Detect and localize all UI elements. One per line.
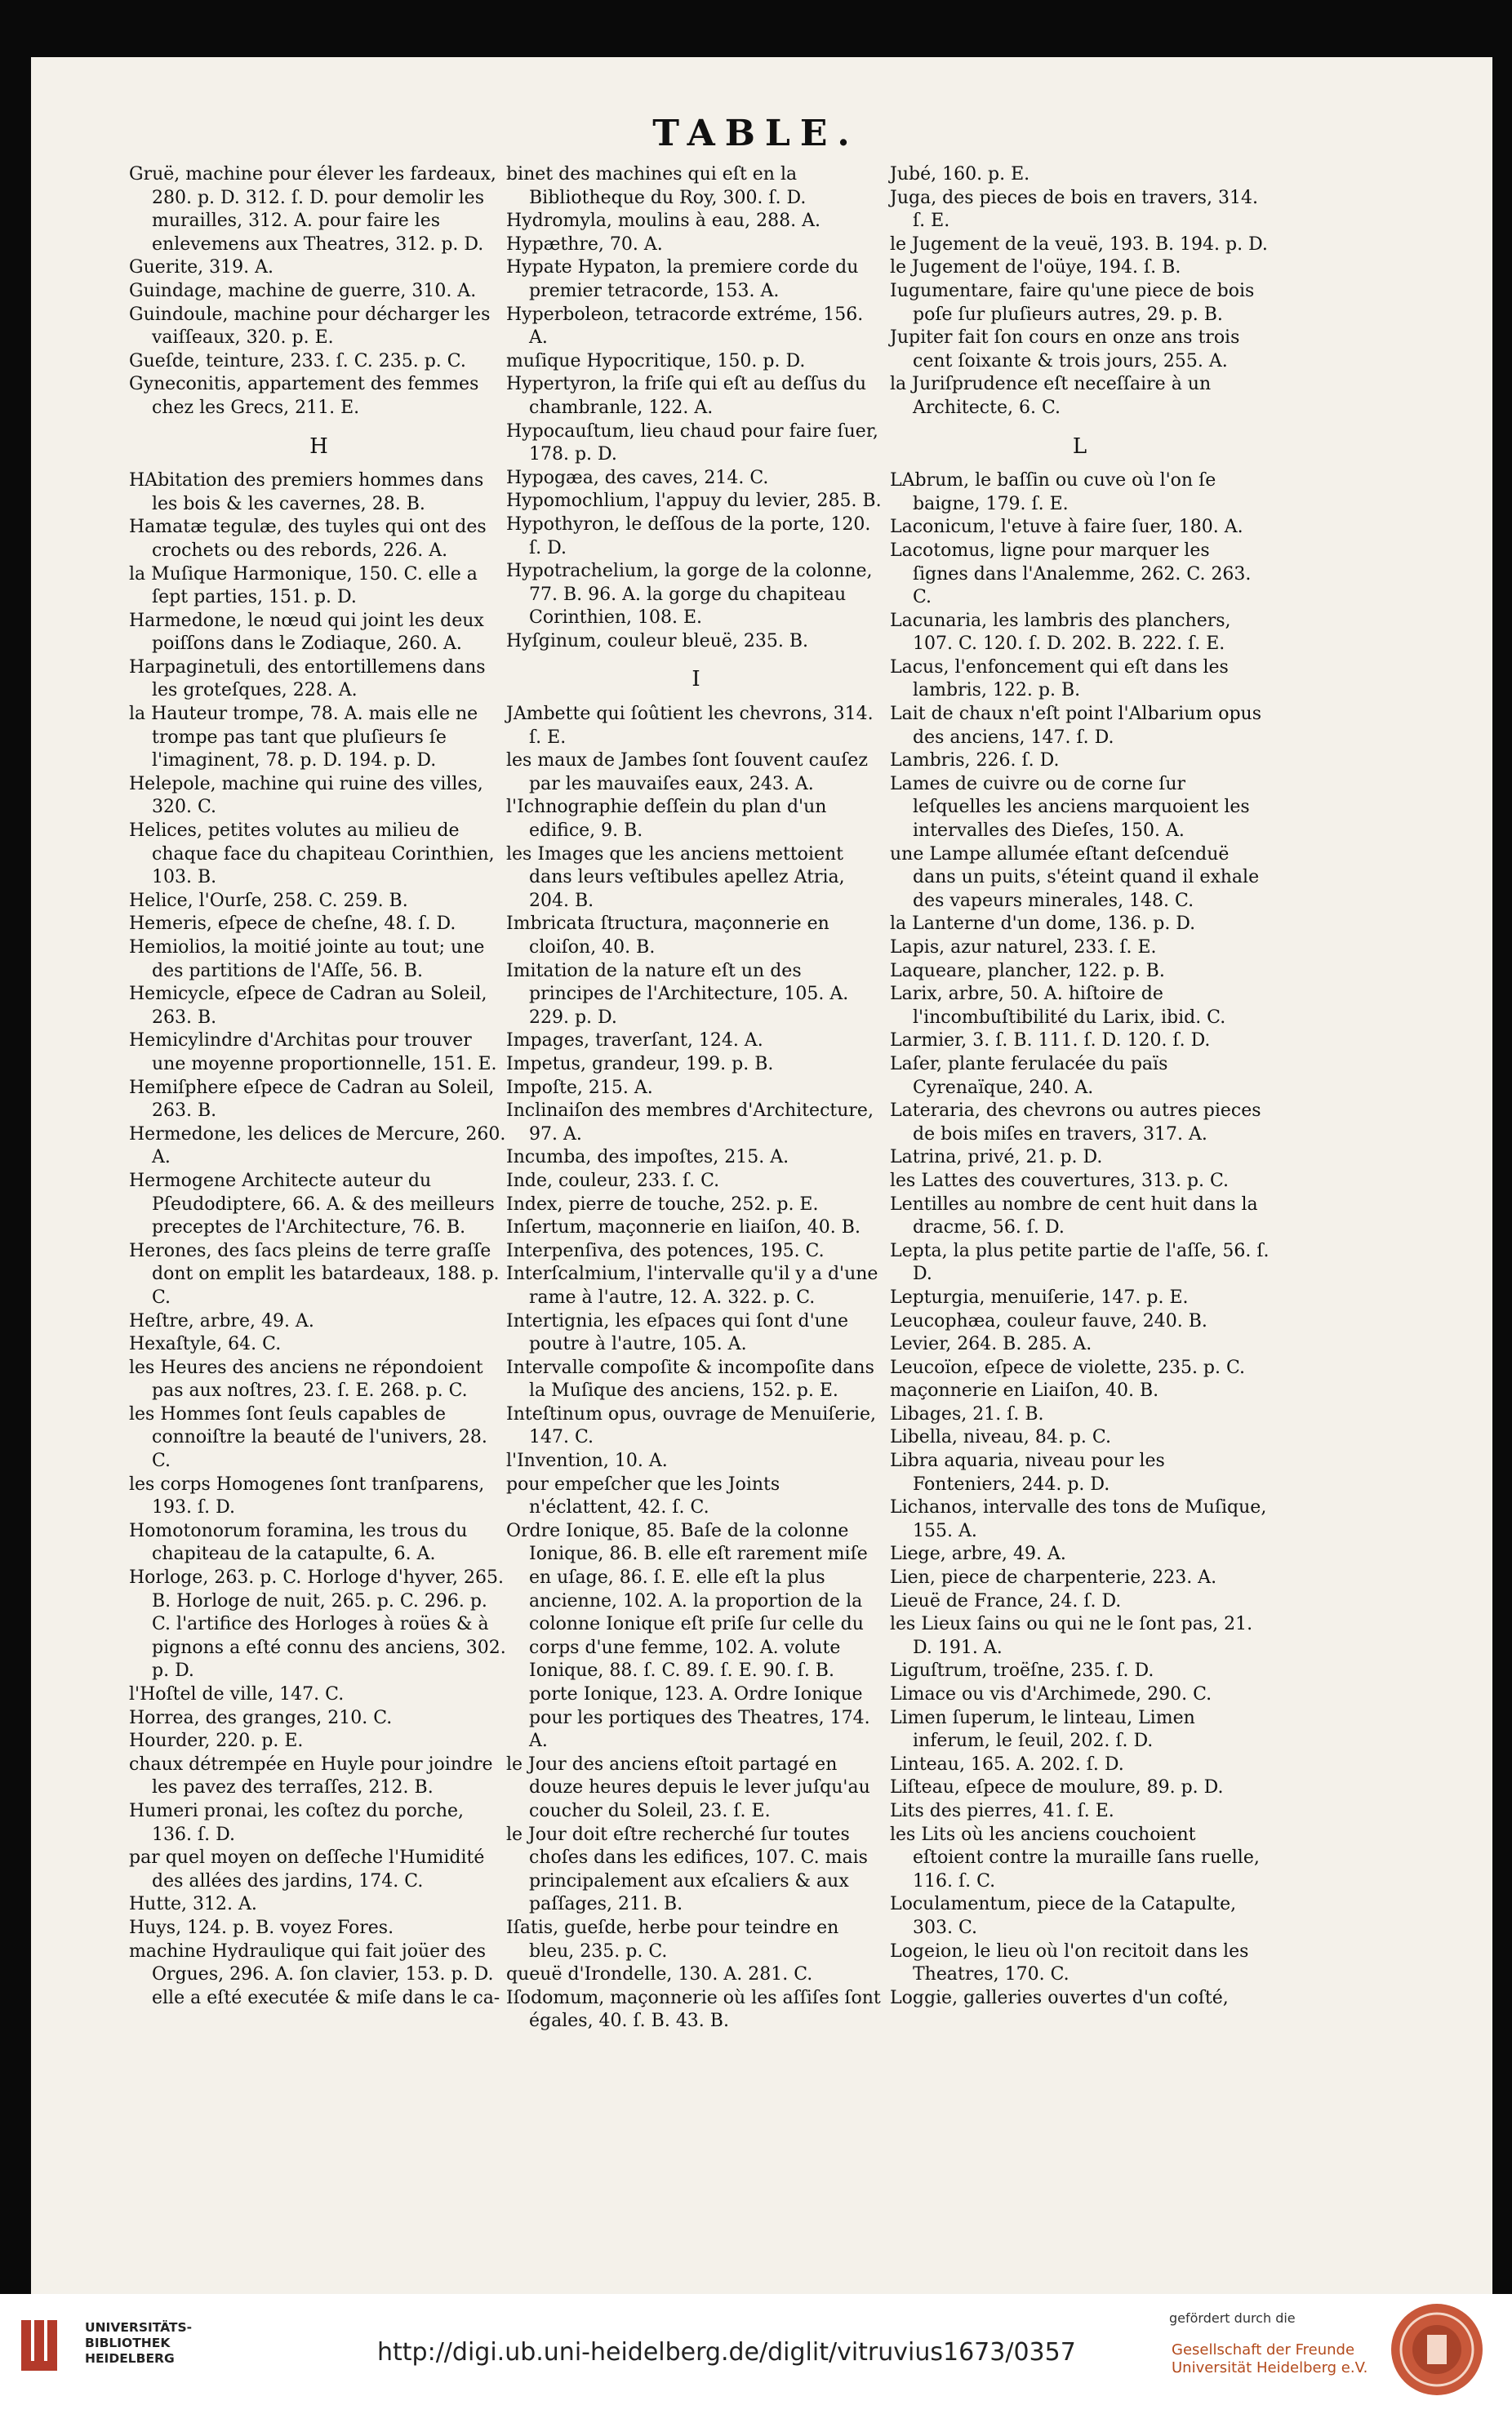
index-entry: les maux de Jambes ſont ſouvent cauſez par les mauvaiſes eaux, 243. A. [506,750,868,794]
index-entry: queuë d'Irondelle, 130. A. 281. C. [506,1964,813,1985]
index-entry: Levier, 264. B. 285. A. [890,1334,1092,1355]
index-entry: Hyſginum, couleur bleuë, 235. B. [506,630,808,651]
index-entry: Linteau, 165. A. 202. ſ. D. [890,1754,1124,1775]
index-entry: par quel moyen on deſſeche l'Humidité des allées des jardins, 174. C. [129,1847,485,1892]
index-entry: Lapis, azur naturel, 233. ſ. E. [890,937,1157,958]
index-entry: Inclinaiſon des membres d'Architecture, 97. A. [506,1100,874,1145]
index-entry: HAbitation des premiers hommes dans les bois & les cavernes, 28. B. [129,470,484,514]
index-entry: Hydromyla, moulins à eau, 288. A. [506,211,820,232]
index-entry: Loggie, galleries ouvertes d'un coſté, [890,1987,1229,2008]
index-entry: la Lanterne d'un dome, 136. p. D. [890,914,1196,935]
section-letter: L [1072,433,1087,459]
index-entry: Inde, couleur, 233. ſ. C. [506,1170,720,1191]
index-entry: Inteſtinum opus, ouvrage de Menuiſerie, 147. C. [506,1403,877,1448]
index-entry: Lentilles au nombre de cent huit dans la dracme, 56. ſ. D. [890,1194,1258,1238]
index-entry: Libages, 21. ſ. B. [890,1403,1044,1425]
index-entry: Hutte, 312. A. [129,1894,257,1915]
index-entry: Huys, 124. p. B. voyez Fores. [129,1917,394,1938]
index-entry: pour empeſcher que les Joints n'éclattent, 42. ſ. C. [506,1474,780,1518]
index-entry: le Jour doit eſtre recherché ſur toutes choſes dans les edifices, 107. C. mais principalement aux eſcaliers & aux paſſages, 211. B. [506,1824,868,1915]
index-entry: Hypertyron, la friſe qui eſt au deſſus du chambranle, 122. A. [506,374,867,418]
index-entry: Lepturgia, menuiſerie, 147. p. E. [890,1287,1189,1308]
index-entry: JAmbette qui ſoûtient les chevrons, 314. ſ. E. [506,704,874,748]
university-library-logo-icon [21,2320,67,2371]
index-entry: Horloge, 263. p. C. Horloge d'hyver, 265. B. Horloge de nuit, 265. p. C. 296. p. C. l'artifice des Horloges à roües & à pignons a eſté connu des anciens, 302. p. D. [129,1567,506,1682]
index-entry: binet des machines qui eſt en la Bibliotheque du Roy, 300. ſ. D. [506,164,807,208]
index-entry: Libella, niveau, 84. p. C. [890,1427,1111,1448]
index-entry: Imitation de la nature eſt un des principes de l'Architecture, 105. A. 229. p. D. [506,960,849,1028]
index-entry: Hermedone, les delices de Mercure, 260. A. [129,1123,506,1168]
section-letter: I [692,667,700,692]
index-entry: Liguſtrum, troëſne, 235. ſ. D. [890,1660,1154,1682]
index-entry: chaux détrempée en Huyle pour joindre les pavez des terraſſes, 212. B. [129,1754,493,1798]
library-name-line-1: UNIVERSITÄTS- [85,2320,193,2335]
index-entry: la Hauteur trompe, 78. A. mais elle ne trompe pas tant que pluſieurs ſe l'imaginent, 78. p. D. 194. p. D. [129,704,478,771]
index-entry: Liſteau, eſpece de moulure, 89. p. D. [890,1777,1224,1798]
index-entry: Guerite, 319. A. [129,257,274,278]
index-entry: Jupiter fait ſon cours en onze ans trois cent ſoixante & trois jours, 255. A. [890,327,1240,371]
index-entry: Laqueare, plancher, 122. p. B. [890,960,1165,981]
index-entry: machine Hydraulique qui fait joüer des Orgues, 296. A. ſon clavier, 153. p. D. elle a eſté executée & miſe dans le ca- [129,1941,500,2008]
index-entry: les Lits où les anciens couchoient eſtoient contre la muraille ſans ruelle, 116. ſ. C. [890,1824,1260,1892]
page-title: TABLE. [652,113,860,154]
index-entry: Lieuë de France, 24. ſ. D. [890,1590,1122,1612]
university-seal-icon [1390,2302,1484,2397]
index-entry: Hyperboleon, tetracorde extréme, 156. A. [506,304,864,349]
index-entry: Interſcalmium, l'intervalle qu'il y a d'une rame à l'autre, 12. A. 322. p. C. [506,1264,878,1308]
index-entry: Helices, petites volutes au milieu de chaque face du chapiteau Corinthien, 103. B. [129,820,495,888]
index-entry: Leucoïon, eſpece de violette, 235. p. C. [890,1357,1246,1378]
index-entry: Impoſte, 215. A. [506,1077,653,1098]
index-entry: Hermogene Architecte auteur du Pſeudodiptere, 66. A. & des meilleurs preceptes de l'Architecture, 76. B. [129,1170,495,1238]
index-entry: Limace ou vis d'Archimede, 290. C. [890,1684,1212,1705]
library-name-line-3: HEIDELBERG [85,2351,175,2366]
index-entry: la Muſique Harmonique, 150. C. elle a ſept parties, 151. p. D. [129,563,478,608]
index-entry: Imbricata ſtructura, maçonnerie en cloiſon, 40. B. [506,914,829,958]
index-entry: Hypate Hypaton, la premiere corde du premier tetracorde, 153. A. [506,257,859,301]
index-entry: Homotonorum foramina, les trous du chapiteau de la catapulte, 6. A. [129,1520,468,1565]
index-entry: Larix, arbre, 50. A. hiſtoire de l'incombuſtibilité du Larix, ibid. C. [890,984,1226,1028]
index-entry: le Jugement de l'oüye, 194. ſ. B. [890,257,1181,278]
index-entry: Hypogæa, des caves, 214. C. [506,467,769,488]
index-entry: Lacotomus, ligne pour marquer les ſignes dans l'Analemme, 262. C. 263. C. [890,540,1252,608]
index-entry: Iſodomum, maçonnerie où les aſſiſes ſont égales, 40. ſ. B. 43. B. [506,1987,881,2032]
index-entry: maçonnerie en Liaiſon, 40. B. [890,1380,1159,1402]
library-name [85,2320,192,2367]
index-entry: les corps Homogenes ſont tranſparens, 193. ſ. D. [129,1474,485,1518]
index-entry: Juga, des pieces de bois en travers, 314. ſ. E. [890,187,1258,232]
index-entry: Hypæthre, 70. A. [506,233,663,255]
index-entry: Libra aquaria, niveau pour les Fonteniers, 244. p. D. [890,1451,1165,1495]
index-entry: l'Invention, 10. A. [506,1451,668,1472]
index-entry: Loculamentum, piece de la Catapulte, 303. C. [890,1894,1237,1938]
index-entry: Guindoule, machine pour décharger les vaiſſeaux, 320. p. E. [129,304,491,349]
funded-by-text: gefördert durch die [1169,2310,1296,2326]
index-entry: Lien, piece de charpenterie, 223. A. [890,1567,1217,1589]
index-entry: Logeion, le lieu où l'on recitoit dans les Theatres, 170. C. [890,1941,1249,1985]
index-entry: Harpaginetuli, des entortillemens dans les groteſques, 228. A. [129,656,486,701]
index-entry: Lames de cuivre ou de corne ſur leſquelles les anciens marquoient les intervalles des Dieſes, 150. A. [890,773,1250,842]
index-entry: Inſertum, maçonnerie en liaiſon, 40. B. [506,1217,861,1238]
index-entry: Hemiſphere eſpece de Cadran au Soleil, 263. B. [129,1077,495,1122]
index-entry: les Lieux ſains ou qui ne le ſont pas, 21. D. 191. A. [890,1614,1253,1658]
index-entry: Lateraria, des chevrons ou autres pieces de bois miſes en travers, 317. A. [890,1100,1261,1145]
index-entry: l'Ichnographie deſſein du plan d'un edifice, 9. B. [506,797,827,842]
index-entry: muſique Hypocritique, 150. p. D. [506,350,806,371]
index-entry: Lits des pierres, 41. ſ. E. [890,1800,1114,1821]
index-entry: Gruë, machine pour élever les fardeaux, 280. p. D. 312. ſ. D. pour demolir les murailles, 312. A. pour faire les enlevemens aux Theatres, 312. p. D. [129,164,496,255]
index-entry: Hamatæ tegulæ, des tuyles qui ont des crochets ou des rebords, 226. A. [129,517,487,561]
section-letter: H [309,433,328,459]
index-entry: Humeri pronai, les coſtez du porche, 136. ſ. D. [129,1800,465,1845]
index-entry: Impetus, grandeur, 199. p. B. [506,1053,774,1074]
index-entry: Helice, l'Ourſe, 258. C. 259. B. [129,890,408,911]
index-entry: Lepta, la plus petite partie de l'aſſe, 56. ſ. D. [890,1240,1270,1285]
index-entry: la Juriſprudence eſt neceſſaire à un Architecte, 6. C. [890,374,1212,418]
index-entry: Hypothyron, le deſſous de la porte, 120. ſ. D. [506,513,871,558]
index-entry: LAbrum, le baſſin ou cuve où l'on ſe baigne, 179. ſ. E. [890,470,1216,514]
index-entry: Latrina, privé, 21. p. D. [890,1147,1103,1168]
index-entry: Gyneconitis, appartement des femmes chez les Grecs, 211. E. [129,374,479,418]
index-entry: les Images que les anciens mettoient dans leurs veſtibules apellez Atria, 204. B. [506,843,845,911]
index-column-3 [890,163,1270,2010]
society-name-line-1: Gesellschaft der Freunde [1172,2341,1355,2358]
library-name-line-2: BIBLIOTHEK [85,2336,171,2350]
index-entry: Ordre Ionique, 85. Baſe de la colonne Ionique, 86. B. elle eſt rarement miſe en uſage, 86. ſ. E. elle eſt la plus ancienne, 102. A. la proportion de la colonne Ionique eſt priſe ſur celle du corps d'une femme, 102. A. volute Ionique, 88. ſ. C. 89. ſ. E. 90. ſ. B. porte Ionique, 123. A. Ordre Ionique pour les portiques des Theatres, 174. A. [506,1520,870,1752]
index-entry: Liege, arbre, 49. A. [890,1544,1066,1565]
index-entry: Impages, traverſant, 124. A. [506,1030,763,1051]
index-entry: Intertignia, les eſpaces qui ſont d'une poutre à l'autre, 105. A. [506,1310,848,1355]
index-entry: Leucophæa, couleur fauve, 240. B. [890,1310,1207,1331]
index-entry: Index, pierre de touche, 252. p. E. [506,1194,819,1215]
index-entry: Jubé, 160. p. E. [890,164,1030,184]
index-entry: Hexaſtyle, 64. C. [129,1334,282,1355]
index-entry: Hypocauſtum, lieu chaud pour faire ſuer, 178. p. D. [506,420,878,465]
index-entry: les Heures des anciens ne répondoient pas aux noſtres, 23. ſ. E. 268. p. C. [129,1357,483,1402]
index-entry: Herones, des ſacs pleins de terre graſſe dont on emplit les batardeaux, 188. p. C. [129,1240,500,1308]
index-entry: Heſtre, arbre, 49. A. [129,1310,314,1331]
index-entry: l'Hoſtel de ville, 147. C. [129,1684,345,1705]
index-entry: Hemeris, eſpece de cheſne, 48. ſ. D. [129,914,456,935]
index-entry: Lacus, l'enfoncement qui eſt dans les lambris, 122. p. B. [890,656,1229,701]
index-entry: Horrea, des granges, 210. C. [129,1707,393,1728]
index-entry: Larmier, 3. ſ. B. 111. ſ. D. 120. ſ. D. [890,1030,1211,1051]
index-entry: Limen ſuperum, le linteau, Limen inferum, le ſeuil, 202. ſ. D. [890,1707,1195,1752]
index-entry: Gueſde, teinture, 233. ſ. C. 235. p. C. [129,350,466,371]
index-entry: les Lattes des couvertures, 313. p. C. [890,1170,1230,1191]
index-entry: Lait de chaux n'eſt point l'Albarium opus des anciens, 147. ſ. D. [890,704,1262,748]
index-entry: Helepole, machine qui ruine des villes, 320. C. [129,773,483,818]
index-column-2 [506,163,886,2034]
index-entry: Iugumentare, faire qu'une piece de bois poſe ſur pluſieurs autres, 29. p. B. [890,280,1255,325]
index-entry: Lacunaria, les lambris des planchers, 107. C. 120. ſ. D. 202. B. 222. ſ. E. [890,610,1231,655]
index-entry: Laconicum, l'etuve à faire ſuer, 180. A. [890,517,1243,538]
society-name [1172,2341,1367,2377]
index-entry: Hypomochlium, l'appuy du levier, 285. B. [506,491,882,512]
index-entry: Laſer, plante ferulacée du païs Cyrenaïque, 240. A. [890,1053,1168,1098]
index-entry: Hourder, 220. p. E. [129,1731,304,1752]
document-url[interactable]: http://digi.ub.uni-heidelberg.de/diglit/vitruvius1673/0357 [377,2338,1076,2367]
index-entry: Lambris, 226. ſ. D. [890,750,1060,771]
index-entry: Hypotrachelium, la gorge de la colonne, 77. B. 96. A. la gorge du chapiteau Corinthien, 108. E. [506,561,873,629]
index-entry: Incumba, des impoſtes, 215. A. [506,1147,789,1168]
society-name-line-2: Universität Heidelberg e.V. [1172,2359,1368,2376]
index-entry: les Hommes ſont ſeuls capables de connoiſtre la beauté de l'univers, 28. C. [129,1403,487,1472]
index-entry: le Jour des anciens eſtoit partagé en douze heures depuis le lever juſqu'au coucher du Soleil, 23. ſ. E. [506,1754,870,1821]
index-entry: le Jugement de la veuë, 193. B. 194. p. D. [890,233,1268,255]
index-entry: Lichanos, intervalle des tons de Muſique, 155. A. [890,1497,1267,1541]
index-column-1 [129,163,509,2010]
index-entry: Iſatis, gueſde, herbe pour teindre en bleu, 235. p. C. [506,1917,839,1962]
index-entry: une Lampe allumée eſtant deſcenduë dans un puits, s'éteint quand il exhale des vapeurs minerales, 148. C. [890,843,1260,911]
index-entry: Harmedone, le nœud qui joint les deux poiſſons dans le Zodiaque, 260. A. [129,610,484,655]
index-entry: Hemiolios, la moitié jointe au tout; une des partitions de l'Aſſe, 56. B. [129,937,485,981]
index-entry: Guindage, machine de guerre, 310. A. [129,280,477,301]
index-entry: Interpenſiva, des potences, 195. C. [506,1240,825,1261]
index-entry: Hemicylindre d'Architas pour trouver une moyenne proportionnelle, 151. E. [129,1030,497,1074]
index-entry: Hemicycle, eſpece de Cadran au Soleil, 263. B. [129,984,487,1028]
index-entry: Intervalle compoſite & incompoſite dans la Muſique des anciens, 152. p. E. [506,1357,874,1402]
